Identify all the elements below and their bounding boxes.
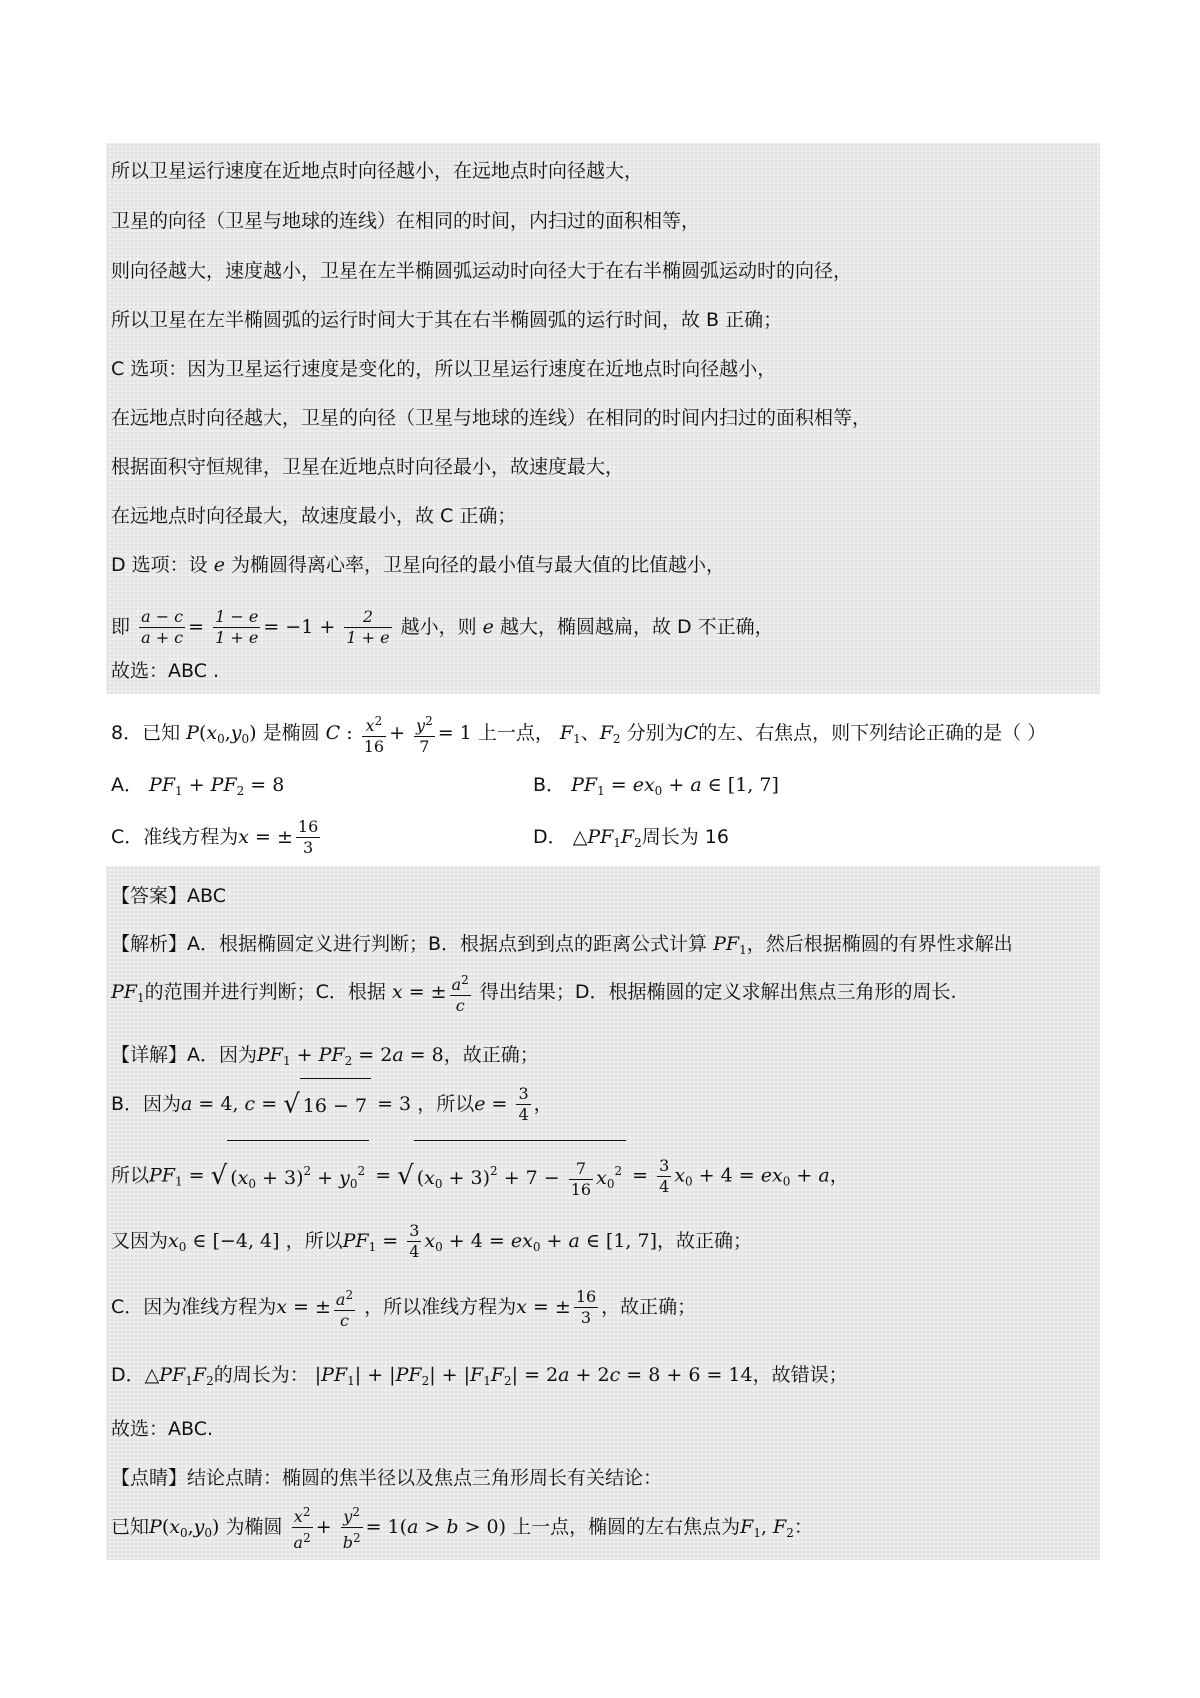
text-line: 则向径越大，速度越小，卫星在左半椭圆弧运动时向径大于在右半椭圆弧运动时的向径， [111, 260, 853, 282]
text-line: 在远地点时向径越大，卫星的向径（卫星与地球的连线）在相同的时间内扫过的面积相等， [111, 407, 872, 429]
detail-line: 又因为$x_0$ ∈ [−4, 4] ，所以$PF_1$ = $\frac{3}{4}$ $x_0 + 4 = ex_0 + a$ ∈ [1, 7]，故正确； [111, 1221, 753, 1261]
text-line: 所以卫星运行速度在近地点时向径越小，在远地点时向径越大， [111, 160, 644, 182]
option-a: A． $PF_1 + PF_2 = 8$ [111, 774, 285, 798]
text-line: 在远地点时向径最大，故速度最小，故 C 正确； [111, 505, 517, 527]
analysis-line: $PF_1$的范围并进行判断；C．根据 x = ± $\frac{a^2}{c}$ 得出结果；D．根据椭圆的定义求解出焦点三角形的周长. [111, 967, 956, 1017]
text-line: C 选项：因为卫星运行速度是变化的，所以卫星运行速度在近地点时向径越小， [111, 358, 777, 380]
text-line: 根据面积守恒规律，卫星在近地点时向径最小，故速度最大， [111, 456, 625, 478]
detail-line: D．$\triangle PF_1F_2$的周长为： $|PF_1| + |PF_2| + |F_1F_2| = 2a + 2c = 8 + 6 = 14$，故错误； [111, 1364, 848, 1388]
text-line-fraction: 即 $\frac{a - c}{a + c}$ = $\frac{1 - e}{1 + e}$ = −1 + $\frac{2}{1 + e}$ 越小，则 e 越大，椭圆越扁，故 D 不正确， [111, 607, 774, 647]
detail-line: 【详解】A．因为$PF_1 + PF_2 = 2a = 8$，故正确； [111, 1044, 539, 1068]
options-row-2 [111, 812, 1071, 862]
option-b: B． $PF_1 = ex_0 + a$ ∈ [1, 7] [533, 774, 779, 798]
question-8: 8．已知 $P(x_0,y_0)$ 是椭圆 C : $\frac{x^2}{16}$ + $\frac{y^2}{7}$ = 1 上一点， $F_1$、$F_2$ 分别为C的左、右焦点，则下列结论正确的是（ ） [111, 708, 1046, 758]
option-c: C．准线方程为x = ± $\frac{16}{3}$ [111, 817, 319, 857]
text-line: 所以卫星在左半椭圆弧的运行时间大于其在右半椭圆弧的运行时间，故 B 正确； [111, 309, 783, 331]
text-line: 故选：ABC . [111, 660, 220, 682]
analysis-line: 【解析】A．根据椭圆定义进行判断；B．根据点到到点的距离公式计算 $PF_1$，然后根据椭圆的有界性求解出 [111, 933, 1013, 957]
answer-label: 【答案】ABC [111, 885, 226, 907]
detail-line: 故选：ABC. [111, 1418, 214, 1440]
text-line: 卫星的向径（卫星与地球的连线）在相同的时间，内扫过的面积相等， [111, 210, 701, 232]
detail-line: C．因为准线方程为x = ± $\frac{a^2}{c}$ ，所以准线方程为x = ± $\frac{16}{3}$ ，故正确； [111, 1282, 696, 1332]
detail-line-sqrt: 所以$PF_1$ = √ $(x_0 + 3)^2 + y_0^2$ = √ $(x_0 + 3)^2 + 7$ − $\frac{7}{16}$ $x_0^2$ = $\frac{3}{4}$ $x_0 + 4 = ex_0 + a$， [111, 1140, 849, 1196]
detail-line: B．因为a = 4, c = √ 16 − 7 = 3 ，所以e = $\frac{3}{4}$ ， [111, 1078, 553, 1128]
option-d: D． $\triangle PF_1F_2$周长为 16 [533, 826, 729, 850]
remark-line: 已知$P(x_0,y_0)$ 为椭圆 $\frac{x^2}{a^2}$ + $\frac{y^2}{b^2}$ = 1(a > b > 0) 上一点，椭圆的左右焦点为$F_1$, $F_2$： [111, 1502, 813, 1552]
options-row-1 [111, 772, 1071, 798]
remark-line: 【点睛】结论点睛：椭圆的焦半径以及焦点三角形周长有关结论： [111, 1467, 663, 1489]
text-line: D 选项：设 e 为椭圆得离心率，卫星向径的最小值与最大值的比值越小， [111, 554, 726, 576]
